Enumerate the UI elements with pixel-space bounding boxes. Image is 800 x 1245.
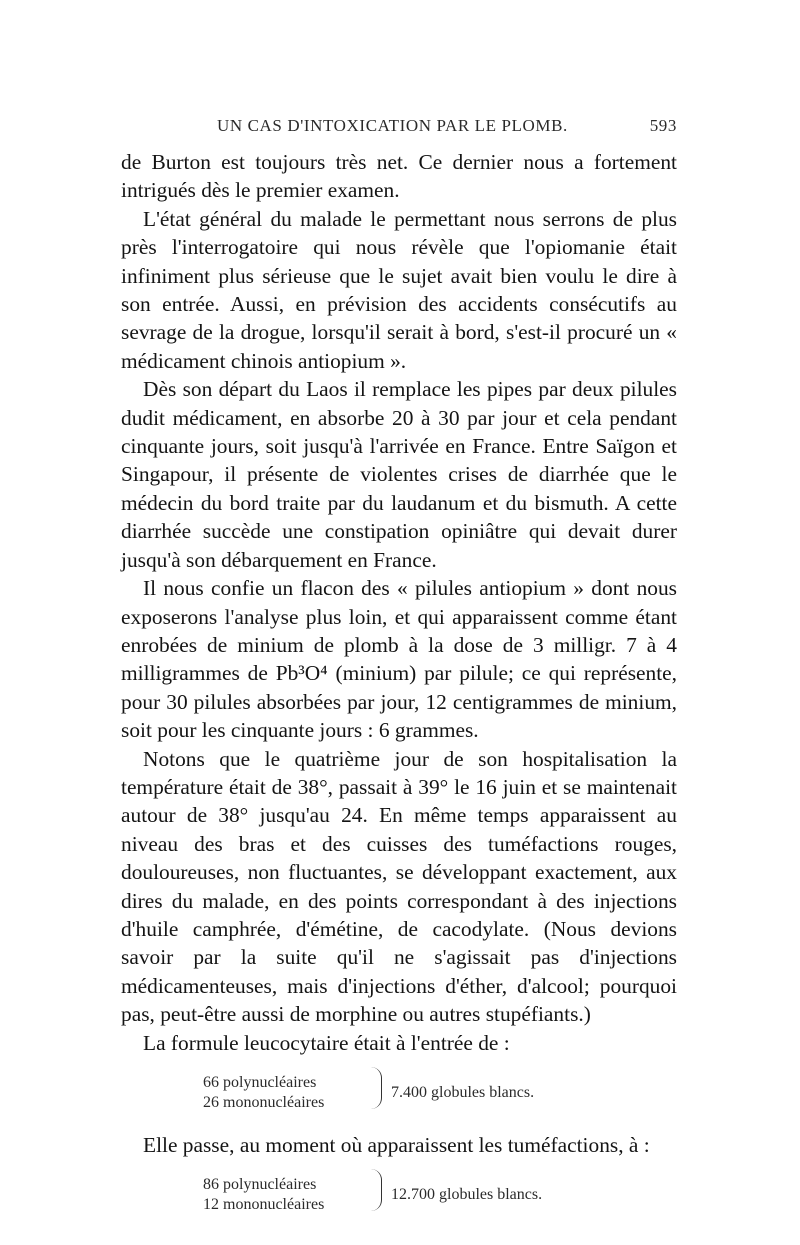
paragraph-continuation: de Burton est toujours très net. Ce dernier nous a fortement intrigués dès le premier examen. bbox=[121, 150, 677, 203]
running-header bbox=[121, 116, 677, 140]
paragraph-etat-general: L'état général du malade le permettant nous serrons de plus près l'interrogatoire qui nous révèle que l'opiomanie était infiniment plus sérieuse que le sujet avait bien voulu le dire à son entrée. Aussi, en prévision des accidents consécutifs au sevrage de la drogue, lorsqu'il serait à bord, s'est-il procuré un « médicament chinois antiopium ». bbox=[121, 206, 677, 373]
leukocyte-formula-entry bbox=[121, 1065, 677, 1125]
formula-mononuclear-line: 26 mononucléaires bbox=[203, 1094, 325, 1111]
page-number: 593 bbox=[649, 116, 677, 135]
page-body bbox=[121, 148, 677, 1233]
paragraph-depart-laos: Dès son départ du Laos il remplace les pipes par deux pilules dudit médicament, en absorbe 20 à 30 par jour et cela pendant cinquante jours, soit jusqu'à l'arrivée en France. Entre Saïgon et Singapour, il présente de violentes crises de diarrhée que le médecin du bord traite par du laudanum et du bismuth. A cette diarrhée succède une constipation opiniâtre qui devait durer jusqu'à son débarquement en France. bbox=[121, 377, 677, 572]
formula-polynuclear-line: 86 polynucléaires bbox=[203, 1176, 317, 1194]
brace-icon bbox=[371, 1169, 382, 1211]
paragraph-formule-tumefactions: Elle passe, au moment où apparaissent les tuméfactions, à : bbox=[143, 1133, 650, 1157]
leukocyte-formula-tumefactions bbox=[121, 1167, 677, 1227]
paragraph-flacon-pilules: Il nous confie un flacon des « pilules antiopium » dont nous exposerons l'analyse plus loin, et qui apparaissent comme étant enrobées de minium de plomb à la dose de 3 milligr. 7 à 4 milligrammes de Pb³O⁴ (minium) par pilule; ce qui représente, pour 30 pilules absorbées par jour, 12 centigrammes de minium, soit pour les cinquante jours : 6 grammes. bbox=[121, 576, 677, 743]
paragraph-formule-entree: La formule leucocytaire était à l'entrée de : bbox=[143, 1030, 510, 1055]
running-title: UN CAS D'INTOXICATION PAR LE PLOMB. bbox=[217, 116, 568, 135]
formula-total: 7.400 globules blancs. bbox=[391, 1084, 535, 1101]
brace-icon bbox=[371, 1067, 382, 1109]
formula-total: 12.700 globules blancs. bbox=[391, 1186, 543, 1204]
formula-mononuclear-line: 12 mononucléaires bbox=[203, 1196, 325, 1214]
paragraph-temperature: Notons que le quatrième jour de son hospitalisation la température était de 38°, passait à 39° le 16 juin et se maintenait autour de 38° jusqu'au 24. En même temps apparaissent au niveau des bras et des cuisses des tuméfactions rouges, douloureuses, non fluctuantes, se développant exactement, aux dires du malade, en des points correspondant à des injections d'huile camphrée, d'émétine, de cacodylate. (Nous devions savoir par la suite qu'il ne s'agissait pas d'injections médicamenteuses, mais d'injections d'éther, d'alcool; pourquoi pas, peut-être aussi de morphine ou autres stupéfiants.) bbox=[121, 746, 677, 1027]
formula-polynuclear-line: 66 polynucléaires bbox=[203, 1074, 317, 1091]
